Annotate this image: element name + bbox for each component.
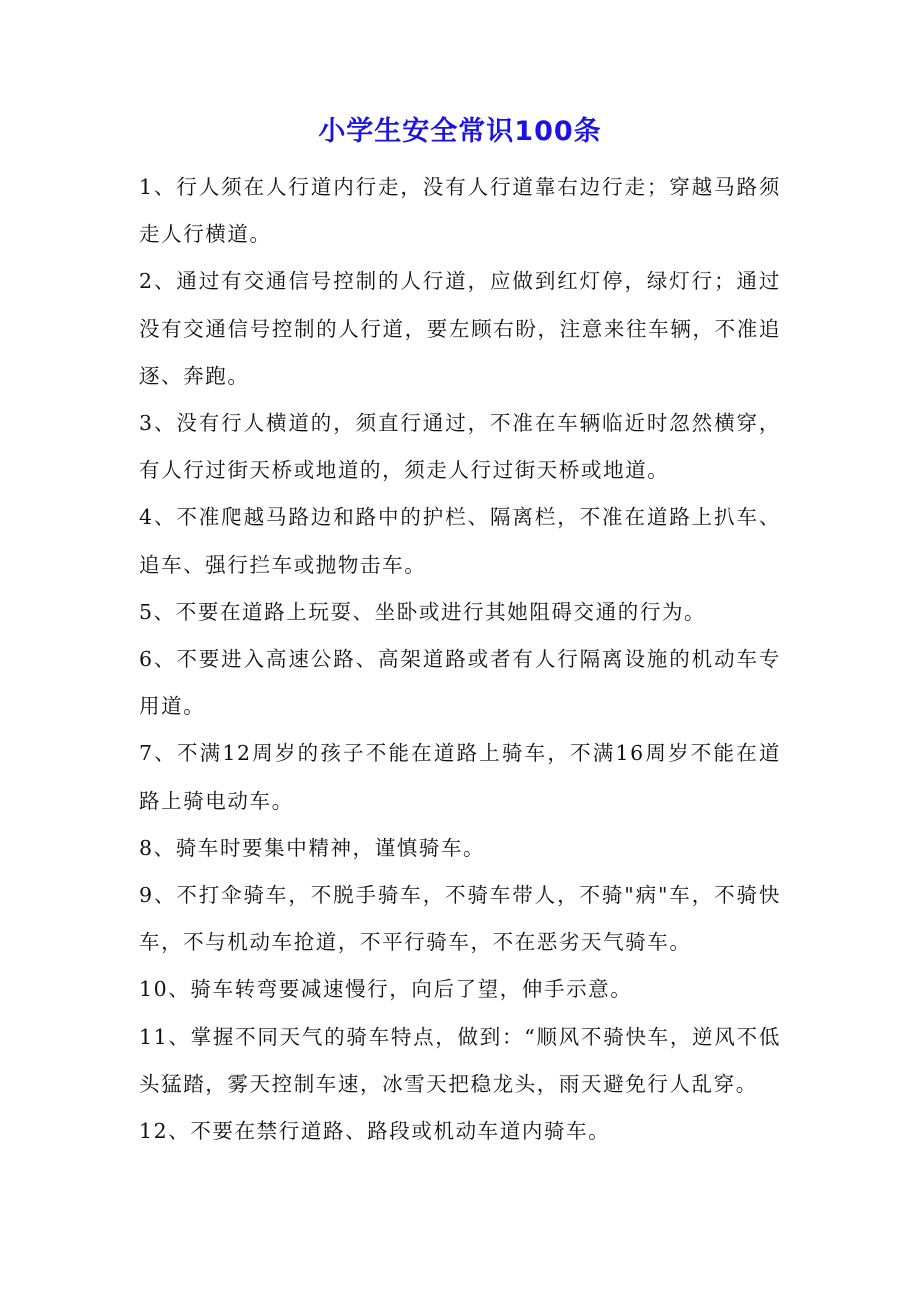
page-title: 小学生安全常识100条 bbox=[318, 116, 602, 147]
list-item: 4、不准爬越马路边和路中的护栏、隔离栏，不准在道路上扒车、追车、强行拦车或抛物击车。 bbox=[139, 505, 781, 577]
list-item: 7、不满12周岁的孩子不能在道路上骑车，不满16周岁不能在道路上骑电动车。 bbox=[139, 741, 781, 813]
document-body bbox=[139, 164, 781, 1155]
list-item: 3、没有行人横道的，须直行通过，不准在车辆临近时忽然横穿，有人行过街天桥或地道的，须走人行过街天桥或地道。 bbox=[139, 411, 781, 483]
list-item: 5、不要在道路上玩耍、坐卧或进行其她阻碍交通的行为。 bbox=[139, 599, 707, 624]
list-item: 9、不打伞骑车，不脱手骑车，不骑车带人，不骑"病"车，不骑快车，不与机动车抢道，不平行骑车，不在恶劣天气骑车。 bbox=[139, 883, 781, 955]
list-item: 11、掌握不同天气的骑车特点，做到：“顺风不骑快车，逆风不低头猛踏，雾天控制车速，冰雪天把稳龙头，雨天避免行人乱穿。 bbox=[139, 1024, 781, 1096]
list-item: 10、骑车转弯要减速慢行，向后了望，伸手示意。 bbox=[139, 977, 633, 1002]
list-item: 2、通过有交通信号控制的人行道，应做到红灯停，绿灯行；通过没有交通信号控制的人行道，要左顾右盼，注意来往车辆，不准追逐、奔跑。 bbox=[139, 269, 781, 388]
list-item: 12、不要在禁行道路、路段或机动车道内骑车。 bbox=[139, 1119, 611, 1144]
list-item: 1、行人须在人行道内行走，没有人行道靠右边行走；穿越马路须走人行横道。 bbox=[139, 175, 781, 247]
list-item: 6、不要进入高速公路、高架道路或者有人行隔离设施的机动车专用道。 bbox=[139, 647, 781, 719]
list-item: 8、骑车时要集中精神，谨慎骑车。 bbox=[139, 835, 486, 860]
